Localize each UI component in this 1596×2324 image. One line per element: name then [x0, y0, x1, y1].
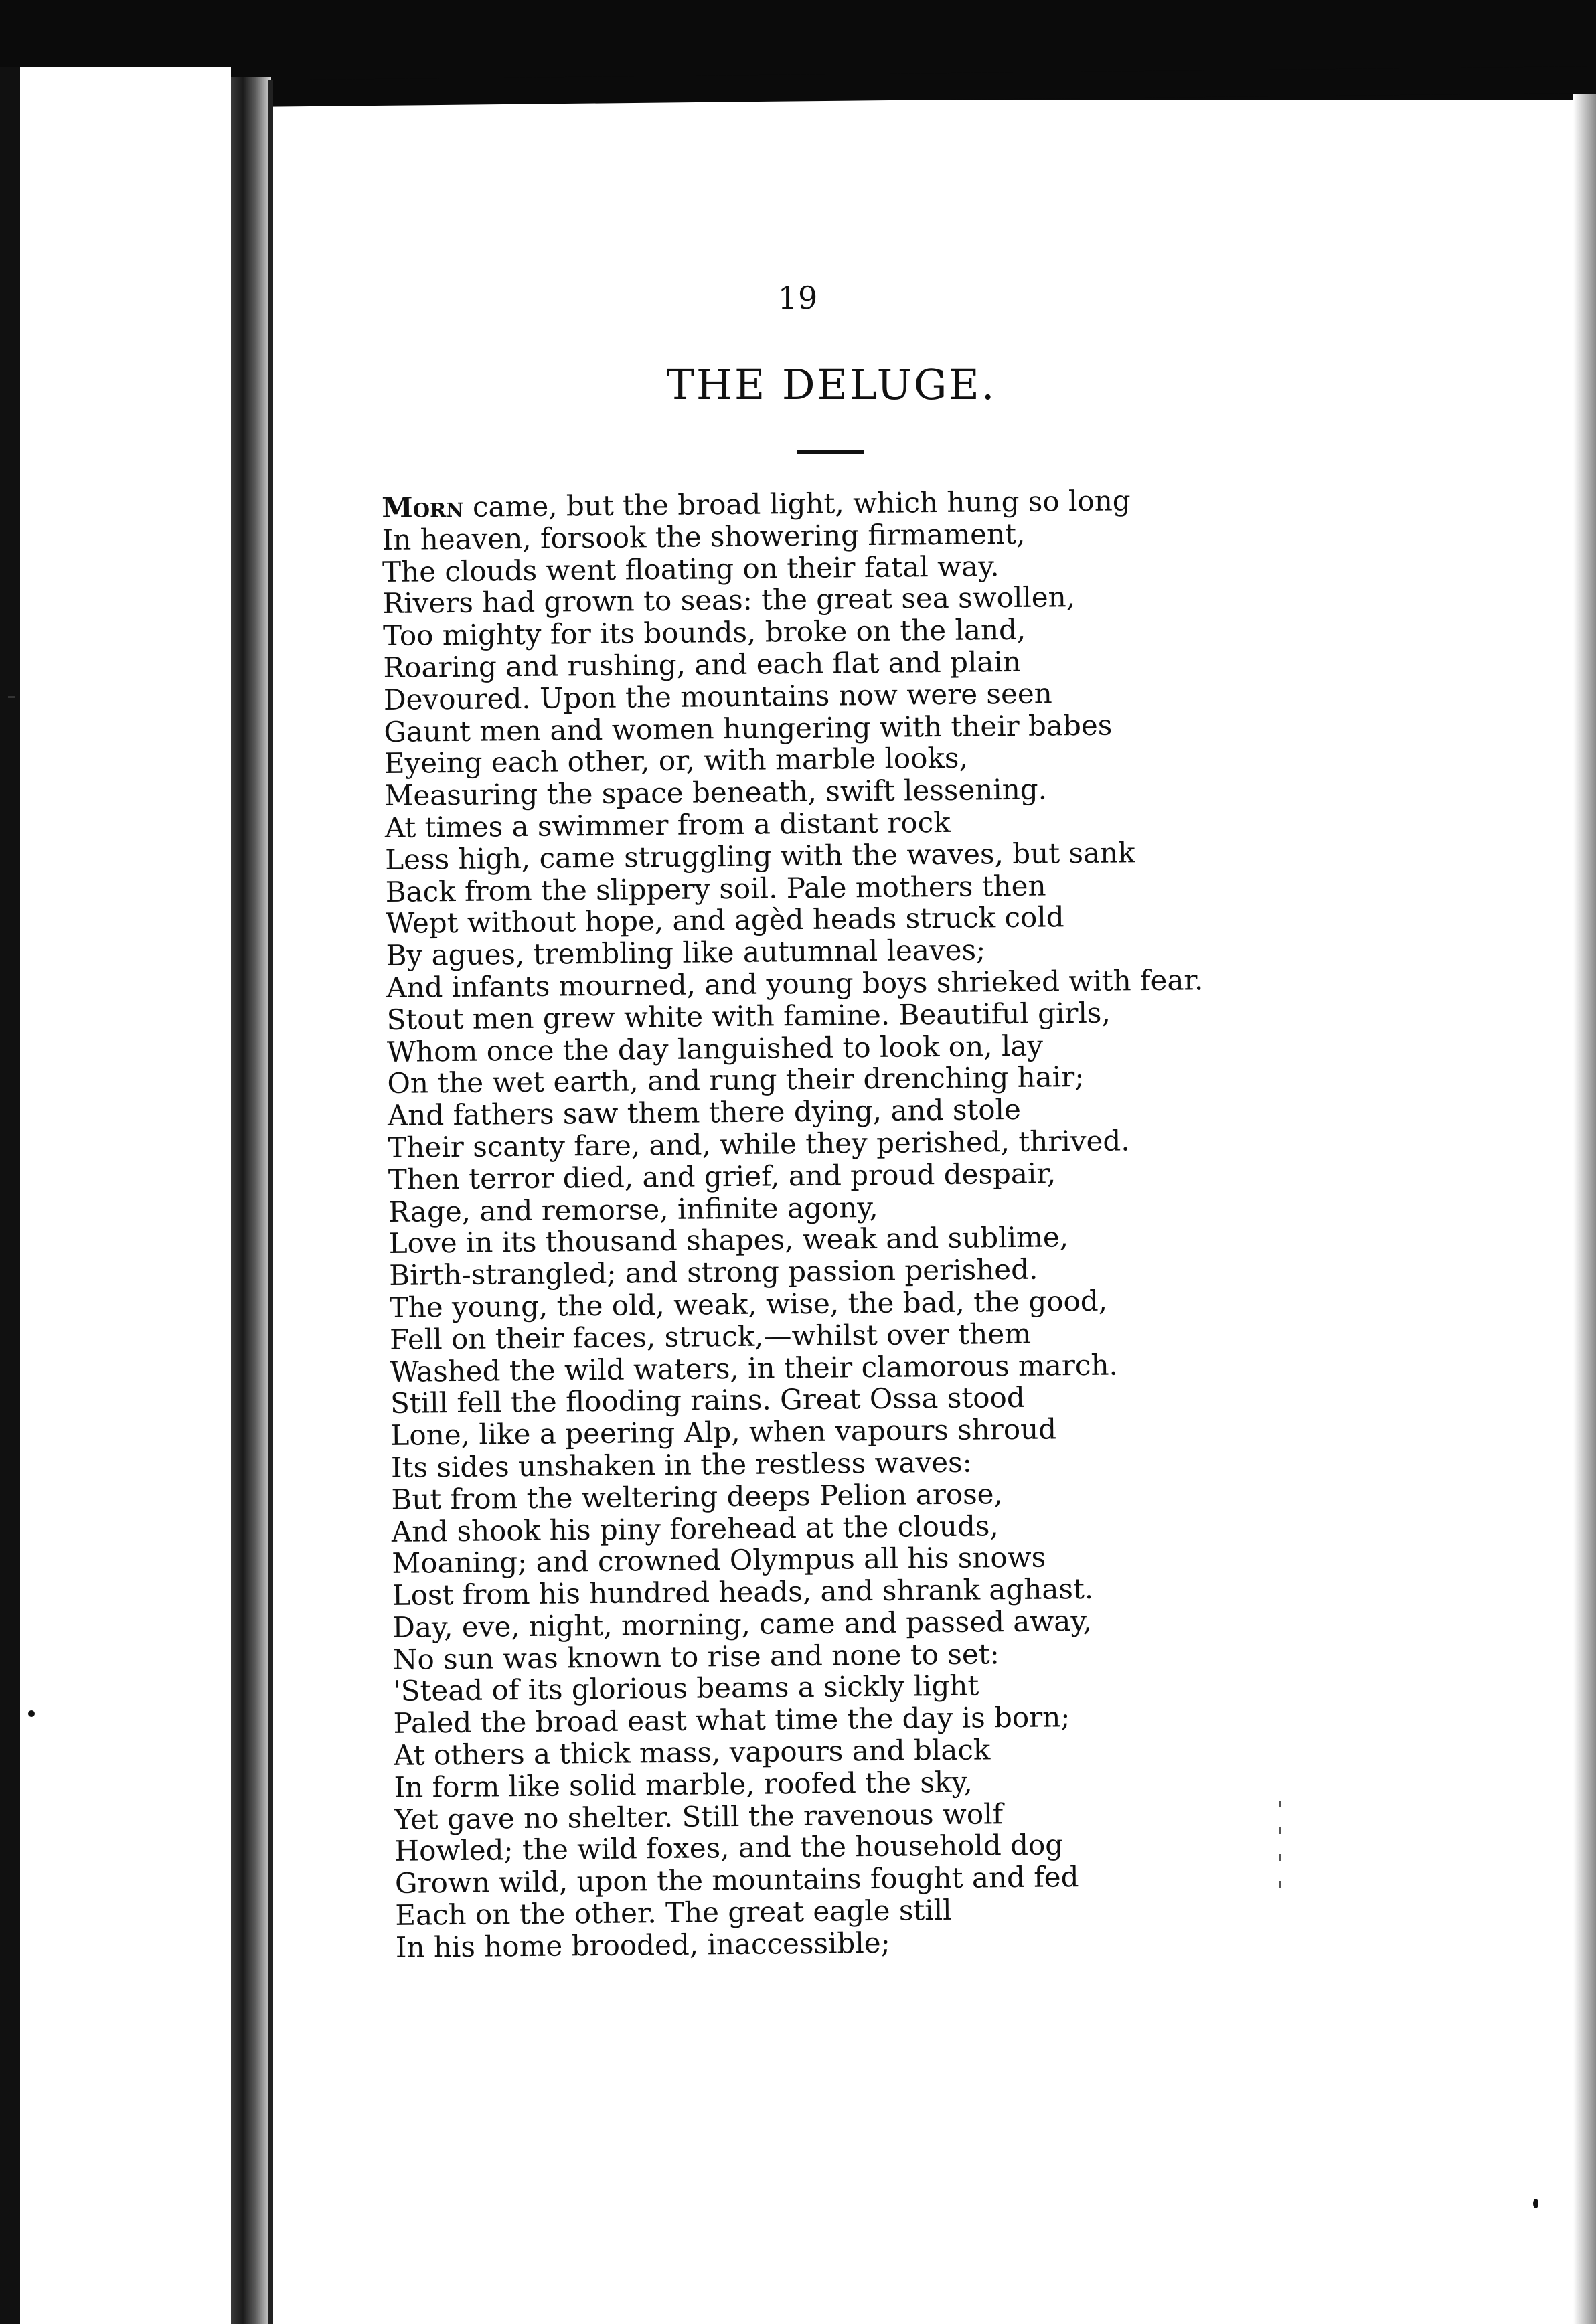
page-number: 19 — [777, 280, 819, 316]
poem-line-text: Wept without hope, and agèd heads struck cold — [385, 900, 1064, 940]
poem-line-text: In form like solid marble, roofed the sky, — [394, 1765, 973, 1804]
ink-speck — [28, 1710, 35, 1717]
poem-line-text: Back from the slippery soil. Pale mothers then — [385, 869, 1046, 908]
book-binding-line — [268, 80, 273, 2324]
poem-line-text: Gaunt men and women hungering with their babes — [384, 708, 1113, 748]
poem-line-text: Then terror died, and grief, and proud despair, — [388, 1157, 1056, 1196]
poem-line-text: The young, the old, weak, wise, the bad, the good, — [389, 1284, 1108, 1324]
poem-line-text: In his home brooded, inaccessible; — [395, 1926, 890, 1964]
poem-line-text: came, but the broad light, which hung so long — [463, 484, 1131, 523]
margin-mark — [1279, 1827, 1281, 1834]
ink-speck — [1533, 2199, 1538, 2208]
poem-line-text: Grown wild, upon the mountains fought and fed — [394, 1860, 1079, 1900]
poem-line-text: But from the weltering deeps Pelion arose, — [391, 1477, 1004, 1516]
poem-line-text: And shook his piny forehead at the clouds, — [391, 1509, 999, 1548]
poem-line-text: Lone, like a peering Alp, when vapours shroud — [390, 1412, 1057, 1452]
page-right-edge — [1573, 94, 1596, 2324]
poem-line-text: Each on the other. The great eagle still — [395, 1893, 952, 1932]
poem-line-text: And infants mourned, and young boys shrieked with fear. — [386, 963, 1204, 1004]
poem-line-text: At others a thick mass, vapours and black — [393, 1733, 991, 1772]
poem-line-text: Devoured. Upon the mountains now were seen — [383, 677, 1052, 716]
poem-line-text: Paled the broad east what time the day is born; — [393, 1700, 1070, 1740]
poem-line-text: Moaning; and crowned Olympus all his snows — [392, 1540, 1046, 1580]
poem-line — [396, 1924, 1213, 1964]
poem-line-text: And fathers saw them there dying, and stole — [387, 1093, 1022, 1133]
poem-line-text: Measuring the space beneath, swift lessening. — [384, 772, 1048, 813]
poem-line-text: Howled; the wild foxes, and the household dog — [394, 1828, 1064, 1868]
poem-line-text: Eyeing each other, or, with marble looks, — [384, 741, 969, 780]
title-rule — [797, 450, 864, 454]
margin-mark — [1279, 1881, 1281, 1888]
poem-line-text: Whom once the day languished to look on, lay — [386, 1029, 1044, 1068]
poem-line-text: Love in its thousand shapes, weak and sublime, — [388, 1220, 1069, 1260]
poem-line-text: Lost from his hundred heads, and shrank aghast. — [392, 1572, 1094, 1612]
margin-mark — [1279, 1801, 1281, 1807]
poem-line-text: Rivers had grown to seas: the great sea swollen, — [382, 580, 1076, 620]
poem-line-text: At times a swimmer from a distant rock — [384, 805, 951, 844]
margin-mark — [1279, 1854, 1281, 1861]
poem-line-text: Yet gave no shelter. Still the ravenous wolf — [394, 1797, 1004, 1836]
poem-line-text: On the wet earth, and rung their drenching hair; — [387, 1060, 1085, 1100]
poem-line-text: Its sides unshaken in the restless waves: — [390, 1445, 972, 1484]
poem-line-text: In heaven, forsook the showering firmament, — [382, 517, 1026, 556]
poem-line-text: Less high, came struggling with the waves, but sank — [385, 835, 1135, 876]
poem-line-text: Day, eve, night, morning, came and passed away, — [392, 1604, 1093, 1644]
poem-title: THE DELUGE. — [666, 360, 997, 409]
poem-first-word: Morn — [381, 490, 464, 524]
poem-line-text: No sun was known to rise and none to set: — [392, 1637, 1000, 1676]
poem-line-text: The clouds went floating on their fatal way. — [382, 549, 1000, 588]
book-binding-shadow — [231, 77, 271, 2324]
poem-line-text: By agues, trembling like autumnal leaves; — [386, 933, 986, 973]
poem-line-text: Stout men grew white with famine. Beautiful girls, — [386, 996, 1111, 1036]
poem-line-text: Too mighty for its bounds, broke on the land, — [382, 612, 1026, 653]
margin-mark — [8, 696, 15, 698]
poem-body — [382, 484, 1212, 1963]
poem-line-text: Still fell the flooding rains. Great Ossa stood — [390, 1381, 1025, 1420]
poem-line-text: Their scanty fare, and, while they perished, thrived. — [388, 1124, 1130, 1164]
poem-line-text: Rage, and remorse, infinite agony, — [388, 1190, 878, 1228]
poem-line-text: Fell on their faces, struck,—whilst over them — [389, 1317, 1032, 1356]
poem-line-text: Birth-strangled; and strong passion perished. — [389, 1252, 1038, 1293]
poem-line-text: Washed the wild waters, in their clamorous march. — [390, 1348, 1119, 1388]
poem-line-text: 'Stead of its glorious beams a sickly light — [392, 1669, 979, 1708]
poem-line-text: Roaring and rushing, and each flat and plain — [383, 645, 1022, 684]
